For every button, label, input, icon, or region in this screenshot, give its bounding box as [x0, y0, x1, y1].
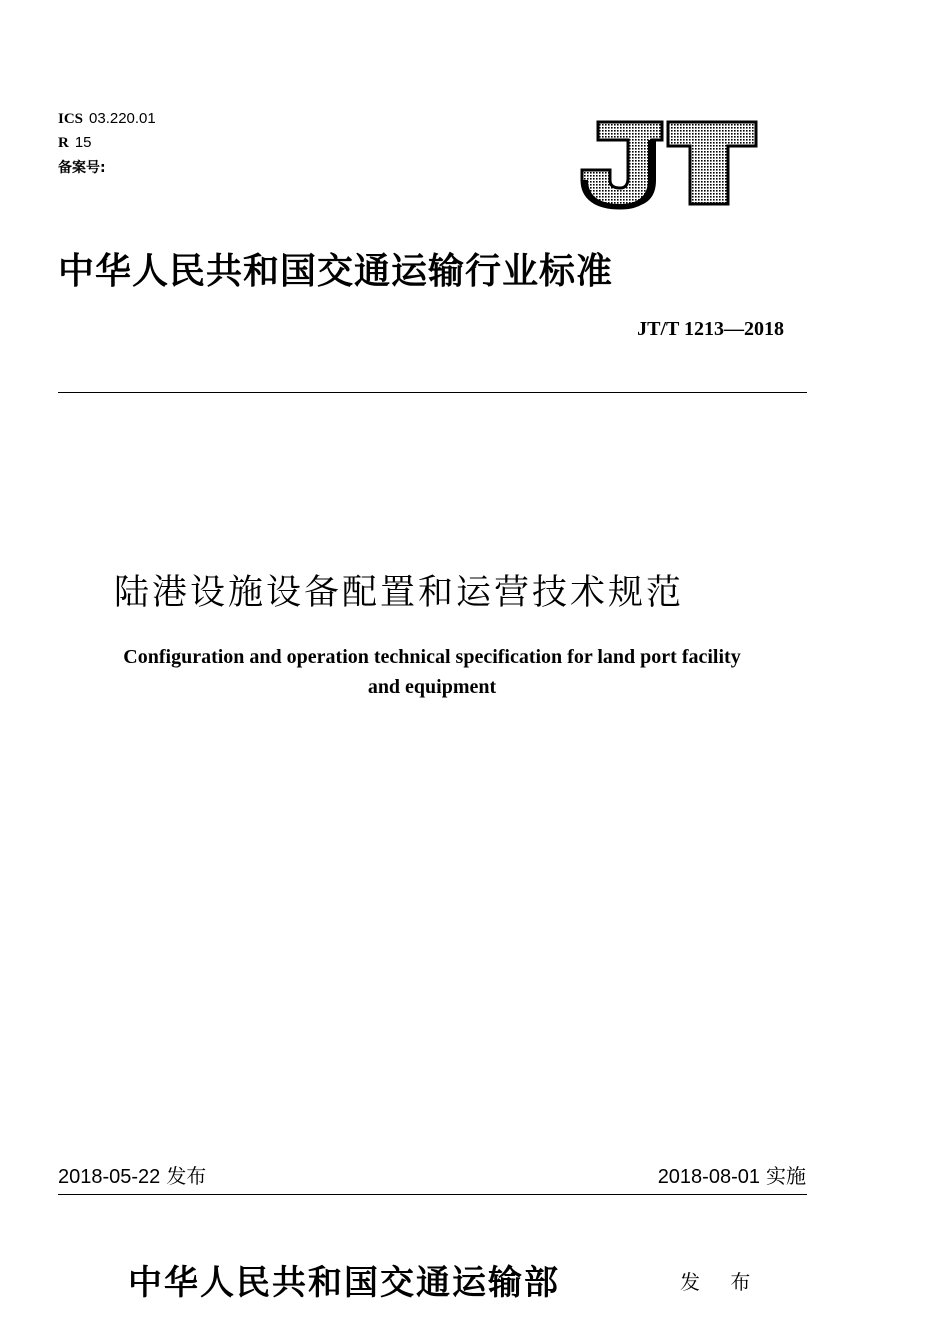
document-title-en-line1: Configuration and operation technical specification for land port facility: [123, 646, 741, 668]
publisher-name: 中华人民共和国交通运输部: [128, 1263, 560, 1303]
r-code: [58, 131, 92, 155]
jt-logo: [578, 118, 760, 210]
standard-number: JT/T 1213—2018: [637, 318, 784, 340]
industry-standard-title: 中华人民共和国交通运输行业标准: [58, 250, 614, 292]
r-value: 15: [74, 134, 92, 151]
ics-label: ICS: [58, 111, 84, 127]
ics-value: 03.220.01: [89, 110, 156, 127]
issue-label: 发布: [166, 1164, 207, 1188]
implementation-date-value: 2018-08-01: [657, 1166, 760, 1188]
document-title-en-line2: and equipment: [367, 676, 497, 698]
publisher-label: 发 布: [680, 1270, 763, 1294]
implementation-date: [658, 1160, 806, 1189]
r-label: R: [58, 135, 69, 151]
jt-logo-graphic: [578, 118, 760, 210]
document-title-cn: 陆港设施设备配置和运营技术规范: [114, 573, 685, 613]
bottom-divider: [58, 1194, 807, 1195]
ics-code: [58, 107, 156, 131]
filing-number-label: 备案号:: [58, 160, 106, 176]
issue-date-value: 2018-05-22: [58, 1166, 161, 1188]
issue-date: [58, 1160, 206, 1189]
document-title-en: [52, 642, 812, 702]
implementation-label: 实施: [766, 1164, 806, 1188]
top-divider: [58, 392, 807, 393]
